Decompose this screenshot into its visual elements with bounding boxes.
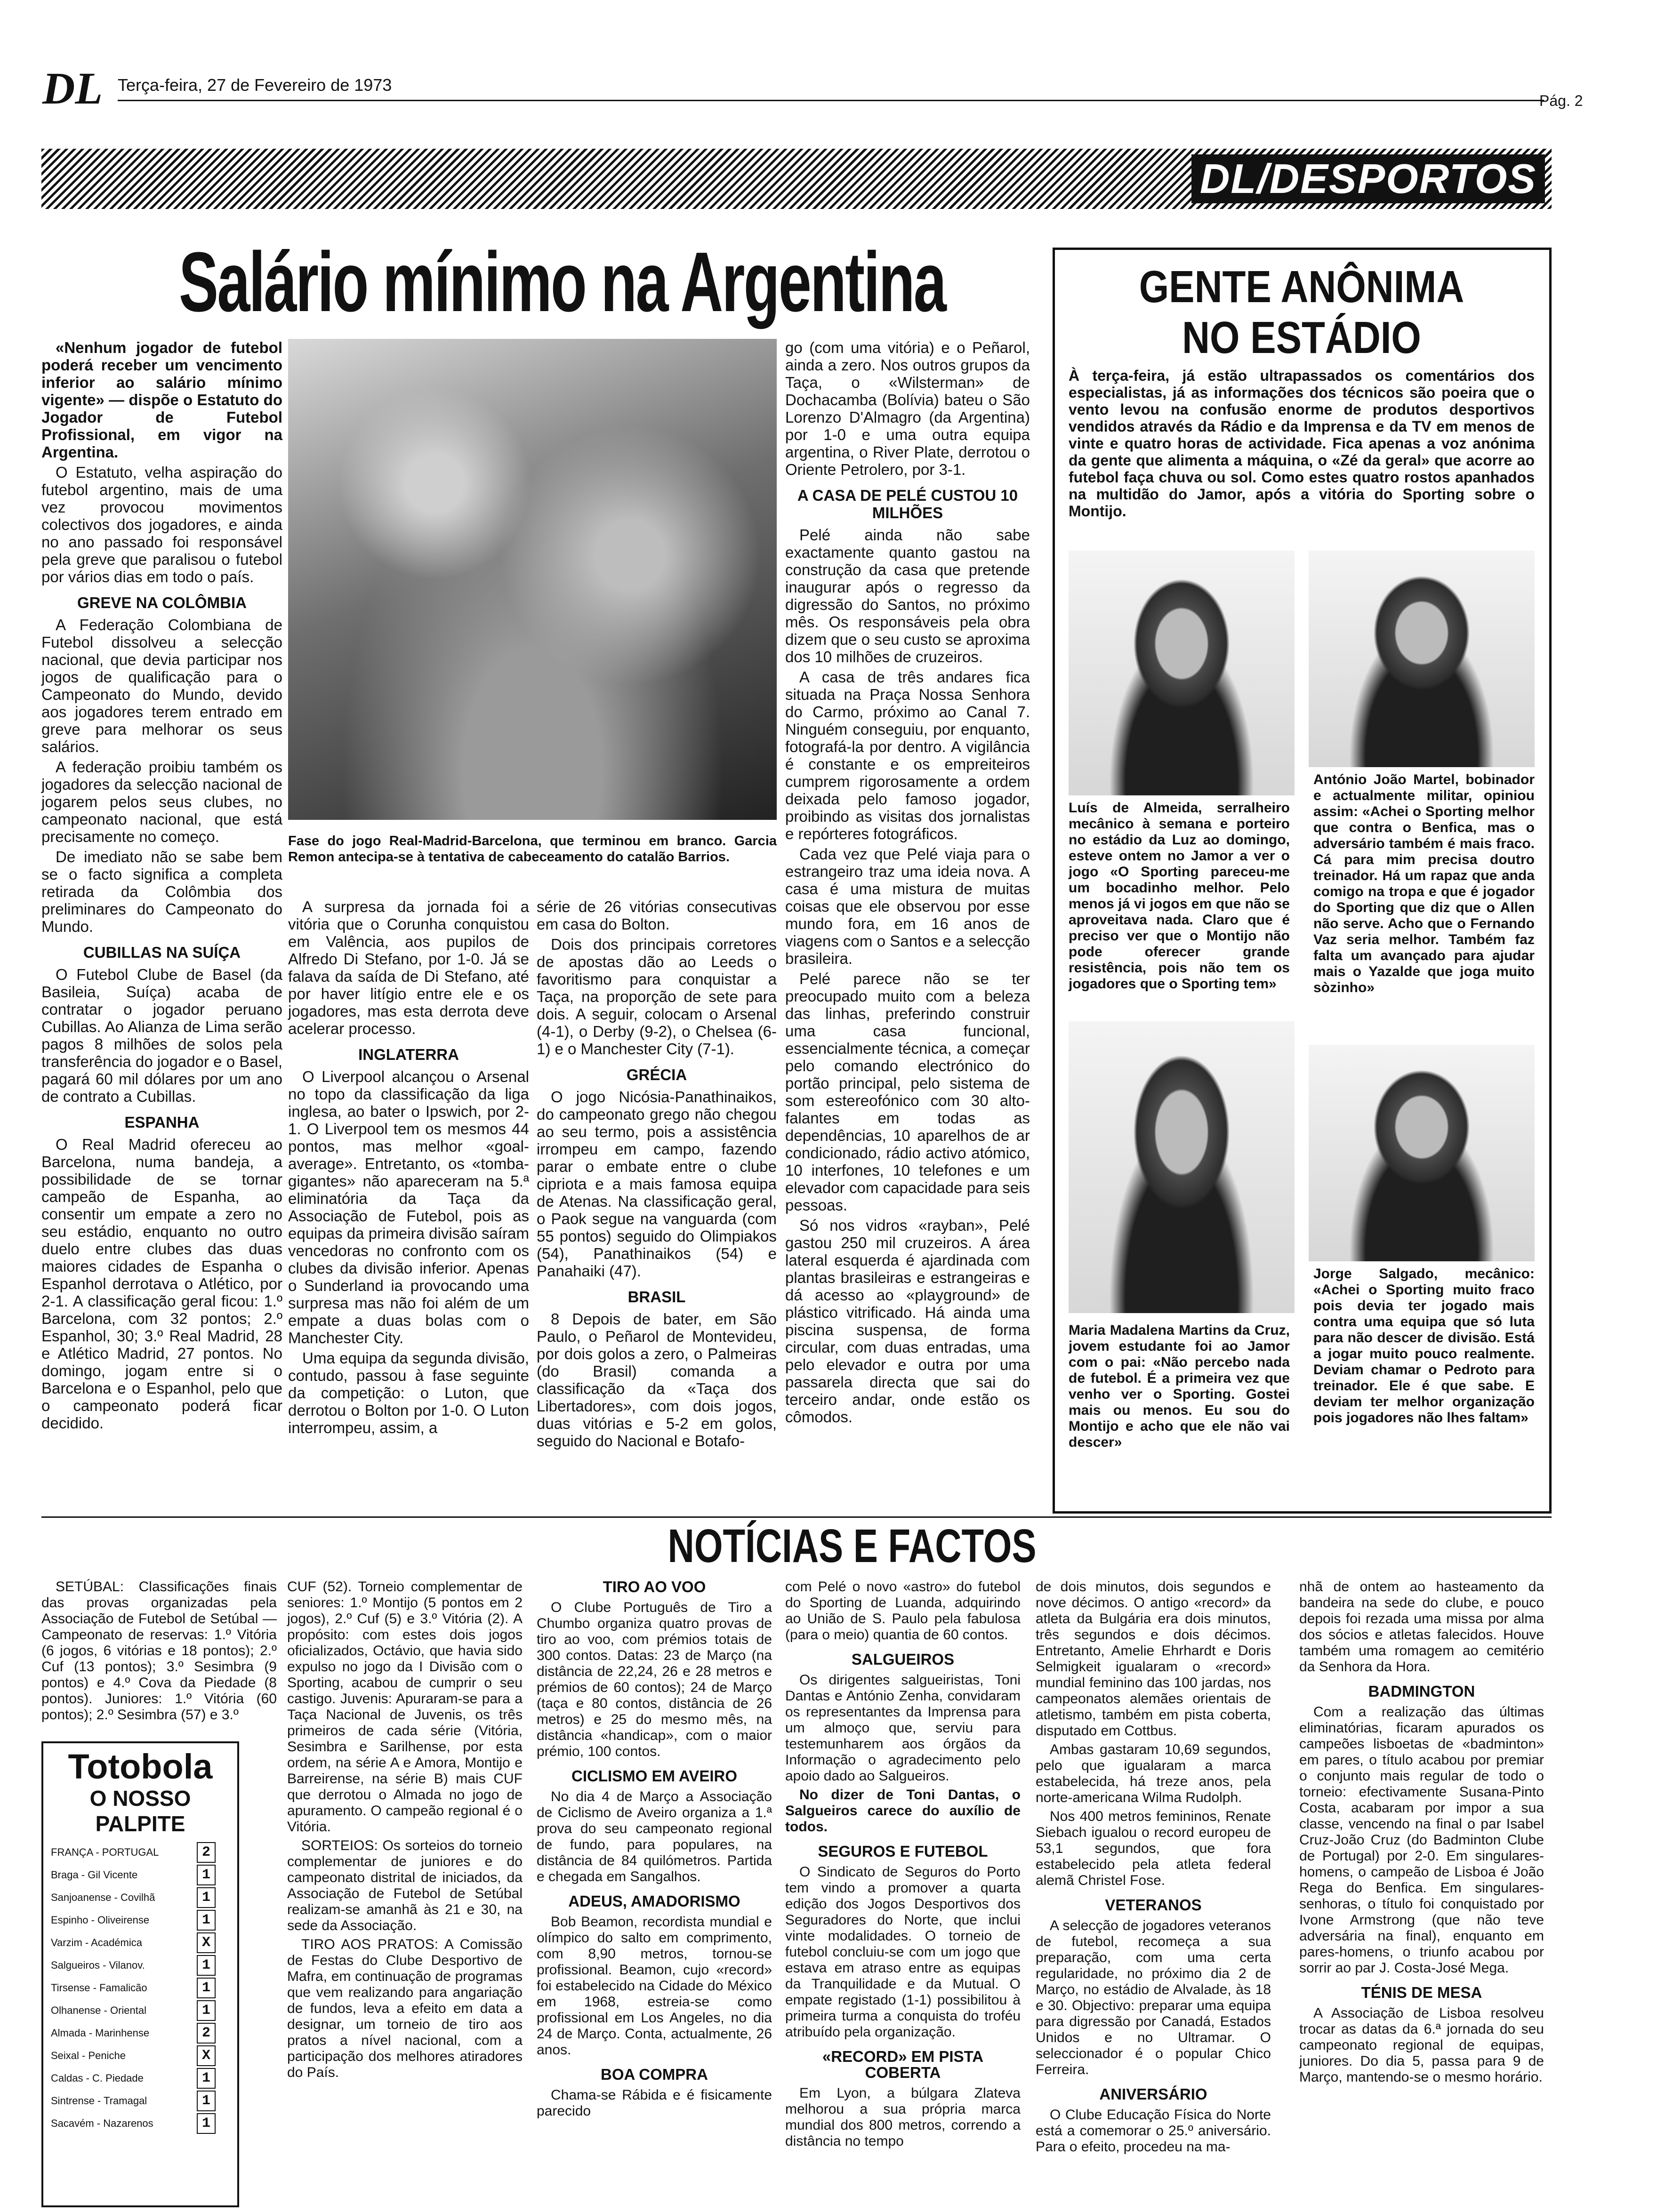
subhead-brasil: BRASIL [627,1288,686,1306]
news-head-veteranos: VETERANOS [1105,1896,1202,1914]
paragraph: série de 26 vitórias consecutivas em casa do Bolton. [537,898,777,933]
article-column-2 [288,898,529,1439]
article-column-3 [537,898,777,1452]
paragraph: O Liverpool alcançou o Arsenal no topo da classificação da liga inglesa, ao bater o Ipswich, por 2-1. O Liverpool tem os mesmos 44 pontos, mas melhor «goal-average». Entretanto, os «tomba-gigantes» não apareceram na 5.ª eliminatória da Taça da Associação de Futebol, pois as equipas da primeira divisão saíram vencedoras no confronto com os clubes da divisão inferior. Apenas o Sunderland ia provocando uma surpresa mas não foi além de um empate a duas bolas com o Manchester City. [288,1068,529,1346]
paragraph: O Real Madrid ofereceu ao Barcelona, numa bandeja, a possibilidade de se tornar campeão de Espanha, ao consentir um empate a zero no seu estádio, enquanto no outro duelo entre clubes das duas maiores cidades de Espanha o Espanhol derrotava o Atlético, por 2-1. A classificação geral ficou: 1.º Barcelona, com 32 pontos; 2.º Espanhol, 30; 3.º Real Madrid, 28 e Atlético Madrid, 27 pontos. No domingo, jogam entre si o Barcelona e o Espanhol, pelo que o campeonato poderá ficar decidido. [41,1136,282,1432]
noticias-column-1 [41,1579,277,1726]
totobola-list [51,1841,230,2135]
paragraph: O jogo Nicósia-Panathinaikos, do campeonato grego não chegou ao seu termo, pois a assistência irrompeu em campo, fazendo parar o embate entre o clube cipriota e a mais famosa equipa de Atenas. Na classificação geral, o Paok segue na vanguarda (com 55 pontos) seguido do Olimpiakos (54), Panathinaikos (54) e Panahaiki (47). [537,1088,777,1280]
totobola-row [51,1931,230,1954]
totobola-pick: 2 [197,2023,216,2044]
paragraph: O Estatuto, velha aspiração do futebol argentino, mais de uma vez provocou movimentos colectivos dos jogadores, e ainda no ano passado foi responsável pela greve que paralisou o futebol por vários dias em todo o país. [41,464,282,585]
subhead-inglaterra: INGLATERRA [358,1046,459,1063]
news-head-seguros: SEGUROS E FUTEBOL [818,1843,988,1860]
news-head-ciclismo: CICLISMO EM AVEIRO [571,1767,737,1785]
article-column-4 [785,339,1030,1428]
totobola-game: Tirsense - Famalicão [51,1982,147,1994]
news-head-adeus: ADEUS, AMADORISMO [568,1892,740,1910]
news-item-tenis: A Associação de Lisboa resolveu trocar as datas da 6.ª jornada do seu campeonato regional de equipas, juniores. Do dia 5, passa para 9 de Março, mantendo-se o mesmo horário. [1299,2005,1544,2085]
paragraph: go (com uma vitória) e o Peñarol, ainda a zero. Nos outros grupos da Taça, o «Wilsterman» de Dochacamba (Bolívia) bateu o São Lorenzo D'Almagro (da Argentina) por 1-0 e uma outra equipa argentina, o River Plate, derrotou o Oriente Petrolero, por 3-1. [785,339,1030,478]
news-item-salgueiros-2: No dizer de Toni Dantas, o Salgueiros carece do auxílio de todos. [785,1787,1021,1835]
totobola-box [41,1741,239,2207]
paragraph: Só nos vidros «rayban», Pelé gastou 250 mil cruzeiros. A área lateral esquerda é ajardinada com plantas brasileiras e estrangeiras e dá acesso ao «playground» de plástico vitrificado. Há ainda uma piscina suspensa, de forma circular, com duas entradas, uma pelo elevador e outra por uma passarela directa que sai do terceiro andar, onde estão os cômodos. [785,1217,1030,1426]
caption-maria: Maria Madalena Martins da Cruz, jovem estudante foi ao Jamor com o pai: «Não percebo nada de futebol. É a primeira vez que venho ver o Sporting. Gostei mais ou menos. Eu sou do Montijo e acho que ele não vai descer» [1069,1322,1290,1450]
masthead-logo: DL [42,63,103,113]
news-head-tiro-voo: TIRO AO VOO [603,1578,706,1595]
news-item-tiro-voo: O Clube Português de Tiro a Chumbo organiza quatro provas de tiro ao voo, com prémios totais de 300 contos. Datas: 23 de Março (na distância de 22,24, 26 e 28 metros e prémios de 60 contos); 24 de Março (taça e 80 contos, distância de 26 metros) e 25 do mesmo mês, na distância «handicap», com o maior prémio, 100 contos. [537,1600,772,1759]
totobola-game: Olhanense - Oriental [51,2004,146,2016]
totobola-game: Sintrense - Tramagal [51,2095,147,2107]
paragraph: Cada vez que Pelé viaja para o estrangeiro traz uma ideia nova. A casa é uma mistura de muitas coisas que ele observou por esse mundo fora, em 16 anos de viagens com o Santos e a selecção brasileira. [785,845,1030,967]
totobola-row [51,2022,230,2044]
totobola-pick: 1 [197,2113,216,2134]
photo-caption: Fase do jogo Real-Madrid-Barcelona, que terminou em branco. Garcia Remon antecipa-se à tentativa de cabeceamento do catalão Barrios. [288,834,777,865]
totobola-pick: 1 [197,2000,216,2021]
news-item-salgueiros: Os dirigentes salgueiristas, Toni Dantas e António Zenha, convidaram os representantes da Imprensa para um almoço que, serviu para testemunharem aos órgãos da Informação o agradecimento pelo apoio dado ao Salgueiros. [785,1672,1021,1784]
news-item-sorteios: SORTEIOS: Os sorteios do torneio complementar de juniores e do campeonato distrital de iniciados, da Associação de Futebol de Setúbal realizam-se amanhã às 21 e 30, na sede da Associação. [287,1838,523,1933]
noticias-column-5 [1036,1579,1271,2158]
portrait-antonio [1309,551,1535,767]
sidebar-title-line-1: GENTE ANÔNIMA [1139,262,1464,312]
paragraph: Pelé ainda não sabe exactamente quanto gastou na construção da casa que pretende inaugurar após o regresso da digressão do Santos, no próximo mês. Os responsáveis pela obra dizem que o seu custo se aproxima dos 10 milhões de cruzeiros. [785,526,1030,665]
news-head-tenis: TÉNIS DE MESA [1361,1984,1482,2001]
noticias-column-4 [785,1579,1021,2152]
news-item-atletismo: de dois minutos, dois segundos e nove décimos. O antigo «record» da atleta da Bulgária era dois minutos, três segundos e dois décimos. Entretanto, Amelie Ehrhardt e Doris Selmigkeit igualaram o «record» mundial feminino das 100 jardas, nos campeonatos alemães orientais de atletismo, também em pista coberta, disputado em Cottbus. [1036,1579,1271,1739]
news-head-record: «RECORD» EM PISTA COBERTA [822,2048,984,2081]
totobola-row [51,2067,230,2090]
totobola-pick: 1 [197,1910,216,1931]
news-item-setubal: SETÚBAL: Classificações finais das provas organizadas pela Associação de Futebol de Setúbal — Campeonato de reservas: 1.º Vitória (6 jogos, 6 vitórias e 18 pontos); 2.º Cuf (13 pontos); 3.º Sesimbra (9 pontos) e 4.º Cova da Piedade (8 pontos). Juniores: 1.º Vitória (60 pontos); 2.º Sesimbra (57) e 3.º [41,1579,277,1723]
section-banner [41,149,1552,209]
sidebar-intro: À terça-feira, já estão ultrapassados os comentários dos especialistas, já as informações dos técnicos são poeira que o vento levou na confusão enorme de produtos desportivos vendidos através da Rádio e da Imprensa e da TV em menos de vinte e quatro horas de actividade. Fica apenas a voz anónima da gente que alimenta a máquina, o «Zé da geral» que acorre ao futebol faça chuva ou sol. Como estes quatro rostos apanhados na multidão do Jamor, após a vitória do Sporting sobre o Montijo. [1069,367,1535,520]
news-item-adeus: Bob Beamon, recordista mundial e olímpico do salto em comprimento, com 8,90 metros, tornou-se profissional. Beamon, cujo «record» foi estabelecido na Cidade do México em 1968, estreia-se como profissional em Los Angeles, no dia 24 de Março. Conta, actualmente, 26 anos. [537,1914,772,2058]
news-item-aniversario: O Clube Educação Física do Norte está a comemorar o 25.º aniversário. Para o efeito, procedeu na ma- [1036,2107,1271,2155]
subhead-cubillas: CUBILLAS NA SUÍÇA [83,944,241,961]
caption-luis: Luís de Almeida, serralheiro mecânico à semana e porteiro no estádio da Luz ao domingo, esteve ontem no Jamor a ver o jogo «O Sporting pareceu-me um bocadinho melhor. Pelo menos já vi jogos em que não se aproveitava nada. Claro que é preciso ver que o Montijo não pode oferecer grande resistência, pois não tem os jogadores que o Sporting tem» [1069,800,1290,992]
portrait-maria [1069,1021,1295,1313]
paragraph: A surpresa da jornada foi a vitória que o Corunha conquistou em Valência, aos pupilos de Alfredo Di Stefano, por 1-0. Já se falava da saída de Di Stefano, até por haver litígio entre ele e os jogadores, mas esta derrota deve acelerar processo. [288,898,529,1037]
news-head-salgueiros: SALGUEIROS [851,1651,955,1668]
totobola-row [51,1864,230,1886]
totobola-game: Salgueiros - Vilanov. [51,1959,145,1971]
totobola-pick: 1 [197,2068,216,2089]
noticias-column-3 [537,1579,772,2122]
totobola-pick: X [197,1932,216,1953]
noticias-title: NOTÍCIAS E FACTOS [668,1520,1037,1572]
totobola-row [51,1999,230,2022]
totobola-pick: 1 [197,2091,216,2111]
match-photo [288,339,777,820]
news-item-tiro-pratos: TIRO AOS PRATOS: A Comissão de Festas do Clube Desportivo de Mafra, em continuação de programas que vem realizando para angariação de fundos, leva a efeito em data a designar, um torneio de tiro aos pratos a nível nacional, com a participação dos melhores atiradores do País. [287,1937,523,2080]
sidebar-title-line-2: NO ESTÁDIO [1182,313,1421,363]
paragraph: O Futebol Clube de Basel (da Basileia, Suíça) acaba de contratar o jogador peruano Cubillas. Ao Alianza de Lima serão pagos 8 milhões de solos pela transferência do jogador e o Basel, pagará 60 mil dólares por um ano de contrato a Cubillas. [41,966,282,1105]
subhead-pele: A CASA DE PELÉ CUSTOU 10 MILHÕES [797,487,1018,521]
paragraph: Pelé parece não se ter preocupado muito com a beleza das linhas, preferindo construir uma casa funcional, essencialmente técnica, a começar pelo comando electrónico do portão principal, pelo sistema de som estereofónico com 30 alto-falantes em todas as dependências, 10 aparelhos de ar condicionado, rádio activo atómico, 10 interfones, 10 telefones e um elevador com capacidade para seis pessoas. [785,970,1030,1214]
totobola-row [51,1909,230,1931]
caption-antonio: António João Martel, bobinador e actualmente militar, opiniou assim: «Achei o Sporting melhor que contra o Benfica, mas o adversário também é mais fraco. Cá para mim precisa doutro treinador. Há um rapaz que anda comigo na tropa e que é jogador do Sporting que diz que o Allen não serve. Acho que o Fernando Vaz seria melhor. Também faz falta um avançado para ajudar mais o Yazalde que joga muito sòzinho» [1313,772,1535,995]
noticias-column-2 [287,1579,523,2084]
totobola-game: Almada - Marinhense [51,2027,150,2039]
paragraph: Dois dos principais corretores de apostas dão ao Leeds o favoritismo para conquistar a Taça, na proporção de sete para dois. A seguir, colocam o Arsenal (4-1), o Derby (9-2), o Chelsea (6-1) e o Manchester City (7-1). [537,936,777,1058]
news-item-veteranos: A selecção de jogadores veteranos de futebol, recomeça a sua preparação, com uma certa regularidade, no próximo dia 2 de Março, no estádio de Alvalade, às 18 e 30. Objectivo: preparar uma equipa para digressão por Canadá, Estados Unidos e no Ultramar. O seleccionador é o popular Chico Ferreira. [1036,1918,1271,2077]
totobola-game: Sacavém - Nazarenos [51,2117,153,2129]
paragraph: A casa de três andares fica situada na Praça Nossa Senhora do Carmo, próximo ao Canal 7. Ninguém conseguiu, por enquanto, fotografá-la por dentro. A vigilância é constante e os empreiteiros cumprem rigorosamente a ordem deixada pelo famoso jogador, proibindo as visitas dos jornalistas e repórteres fotográficos. [785,668,1030,842]
header-rule [118,100,1544,101]
paragraph: Uma equipa da segunda divisão, contudo, passou à fase seguinte da competição: o Luton, que derrotou o Bolton por 1-0. O Luton interrompeu, assim, a [288,1349,529,1436]
paragraph: A federação proibiu também os jogadores da selecção nacional de jogarem pelos seus clubes, no campeonato nacional, que está precisamente no começo. [41,758,282,845]
totobola-game: FRANÇA - PORTUGAL [51,1846,159,1858]
totobola-game: Espinho - Oliveirense [51,1914,150,1926]
sidebar-title [1059,262,1544,363]
noticias-column-6 [1299,1579,1544,2088]
paragraph: De imediato não se sabe bem se o facto significa a completa retirada da Colômbia dos preliminares do Campeonato do Mundo. [41,848,282,935]
totobola-title: Totobola [68,1747,213,1786]
totobola-subtitle-2: PALPITE [95,1811,185,1836]
totobola-row [51,2090,230,2112]
totobola-row [51,1841,230,1864]
issue-date: Terça-feira, 27 de Fevereiro de 1973 [118,75,392,95]
totobola-game: Varzim - Académica [51,1937,142,1948]
section-banner-title: DL/DESPORTOS [1191,154,1545,203]
totobola-game: Sanjoanense - Covilhã [51,1891,155,1903]
section-divider [41,1516,1552,1518]
totobola-pick: 1 [197,1865,216,1885]
totobola-row [51,2112,230,2135]
news-item-badminton: Com a realização das últimas eliminatórias, ficaram apurados os campeões lisboetas de «badminton» em pares, o título acabou por premiar o conjunto mais regular de todo o torneio: efectivamente Susana-Pinto Costa, acabaram por impor a sua classe, vencendo na final o par Isabel Cruz-João Cruz (do Badminton Clube de Portugal) por 2-0. Em singulares-homens, o campeão de Lisboa é João Rega do Benfica. Em singulares-senhoras, o título foi conquistado por Ivone Armstrong (que não teve adversária na final), enquanto em pares-homens, o triunfo acabou por sorrir ao par J. Costa-José Mega. [1299,1704,1544,1976]
totobola-row [51,1977,230,1999]
news-item-atletismo-3: Nos 400 metros femininos, Renate Siebach igualou o record europeu de 53,1 segundos, que fora estabelecido pela atleta federal alemã Christel Fose. [1036,1809,1271,1888]
totobola-row [51,1954,230,1977]
news-item-boa-compra: Chama-se Rábida e é fisicamente parecido [537,2087,772,2119]
totobola-row [51,2044,230,2067]
totobola-game: Seixal - Peniche [51,2050,126,2061]
article-title: Salário mínimo na Argentina [179,235,946,329]
subhead-colombia: GREVE NA COLÔMBIA [77,594,247,611]
totobola-pick: 1 [197,1955,216,1976]
totobola-game: Caldas - C. Piedade [51,2072,144,2084]
totobola-row [51,1886,230,1909]
news-head-aniversario: ANIVERSÁRIO [1099,2085,1207,2103]
news-item-ciclismo: No dia 4 de Março a Associação de Ciclismo de Aveiro organiza a 1.ª prova do seu campeonato regional de fundo, para populares, na distância de 84 quilómetros. Partida e chegada em Sangalhos. [537,1789,772,1884]
news-head-boa-compra: BOA COMPRA [601,2066,708,2083]
article-column-1 [41,339,282,1435]
totobola-pick: 2 [197,1842,216,1863]
totobola-pick: 1 [197,1887,216,1908]
news-item-record: Em Lyon, a búlgara Zlateva melhorou a sua própria marca mundial dos 800 metros, correndo a distância no tempo [785,2085,1021,2149]
totobola-subtitle-1: O NOSSO [89,1786,191,1811]
portrait-luis [1069,551,1295,795]
news-item-seguros: O Sindicato de Seguros do Porto tem vindo a promover a quarta edição dos Jogos Desportivos dos Seguradores do Norte, que inclui vinte modalidades. O torneio de futebol concluiu-se com um jogo que estava em atraso entre as equipas da Tranquilidade e da Mutual. O empate registado (1-1) possibilitou à primeira turma a conquista do troféu atribuído pela organização. [785,1864,1021,2040]
totobola-pick: X [197,2045,216,2066]
article-lead: «Nenhum jogador de futebol poderá receber um vencimento inferior ao salário mínimo vigente» — dispõe o Estatuto do Jogador de Futebol Profissional, em vigor na Argentina. [41,339,282,461]
totobola-game: Braga - Gil Vicente [51,1869,138,1881]
page-number: Pág. 2 [1539,92,1583,109]
news-item-pele-luanda: com Pelé o novo «astro» do futebol do Sporting de Luanda, adquirindo ao União de S. Paulo pela fabulosa (para o meio) quantia de 60 contos. [785,1579,1021,1643]
paragraph: 8 Depois de bater, em São Paulo, o Peñarol de Montevideu, por dois golos a zero, o Palmeiras (do Brasil) comanda a classificação da «Taça dos Libertadores», com dois jogos, duas vitórias e 5-2 em golos, seguido do Nacional e Botafo- [537,1310,777,1450]
paragraph: A Federação Colombiana de Futebol dissolveu a selecção nacional, que devia participar nos jogos de qualificação para o Campeonato do Mundo, devido aos jogadores terem entrado em greve para melhorar os seus salários. [41,616,282,755]
portrait-jorge [1309,1045,1535,1261]
subhead-grecia: GRÉCIA [626,1066,687,1083]
news-head-badminton: BADMINGTON [1368,1683,1475,1700]
news-item-atletismo-2: Ambas gastaram 10,69 segundos, pelo que igualaram a marca estabelecida, há treze anos, pela norte-americana Wilma Rudolph. [1036,1742,1271,1805]
totobola-pick: 1 [197,1978,216,1998]
caption-jorge: Jorge Salgado, mecânico: «Achei o Sporting muito fraco pois devia ter jogado mais contra uma equipa que só luta para não descer de divisão. Está a jogar muito pouco realmente. Deviam chamar o Pedroto para treinador. Ele é que sabe. E deviam ter melhor organização pois jogadores não lhes faltam» [1313,1266,1535,1426]
news-item-aniversario-cont: nhã de ontem ao hasteamento da bandeira na sede do clube, e pouco depois foi rezada uma missa por alma dos sócios e atletas falecidos. Houve também uma romagem ao cemitério da Senhora da Hora. [1299,1579,1544,1675]
news-item-cuf: CUF (52). Torneio complementar de seniores: 1.º Montijo (5 pontos em 2 jogos), 2.º Cuf (5) e 3.º Vitória (2). A propósito: com estes dois jogos oficializados, Octávio, que havia sido expulso no jogo da I Divisão com o Sporting, acabou de cumprir o seu castigo. Juvenis: Apuraram-se para a Taça Nacional de Juvenis, os três primeiros de cada série (Vitória, Sesimbra e Sarilhense, por esta ordem, na série A e Amora, Montijo e Barreirense, na série B) mais CUF que derrotou o Almada no jogo de apuramento. O campeão regional é o Vitória. [287,1579,523,1835]
subhead-espanha: ESPANHA [124,1114,200,1131]
